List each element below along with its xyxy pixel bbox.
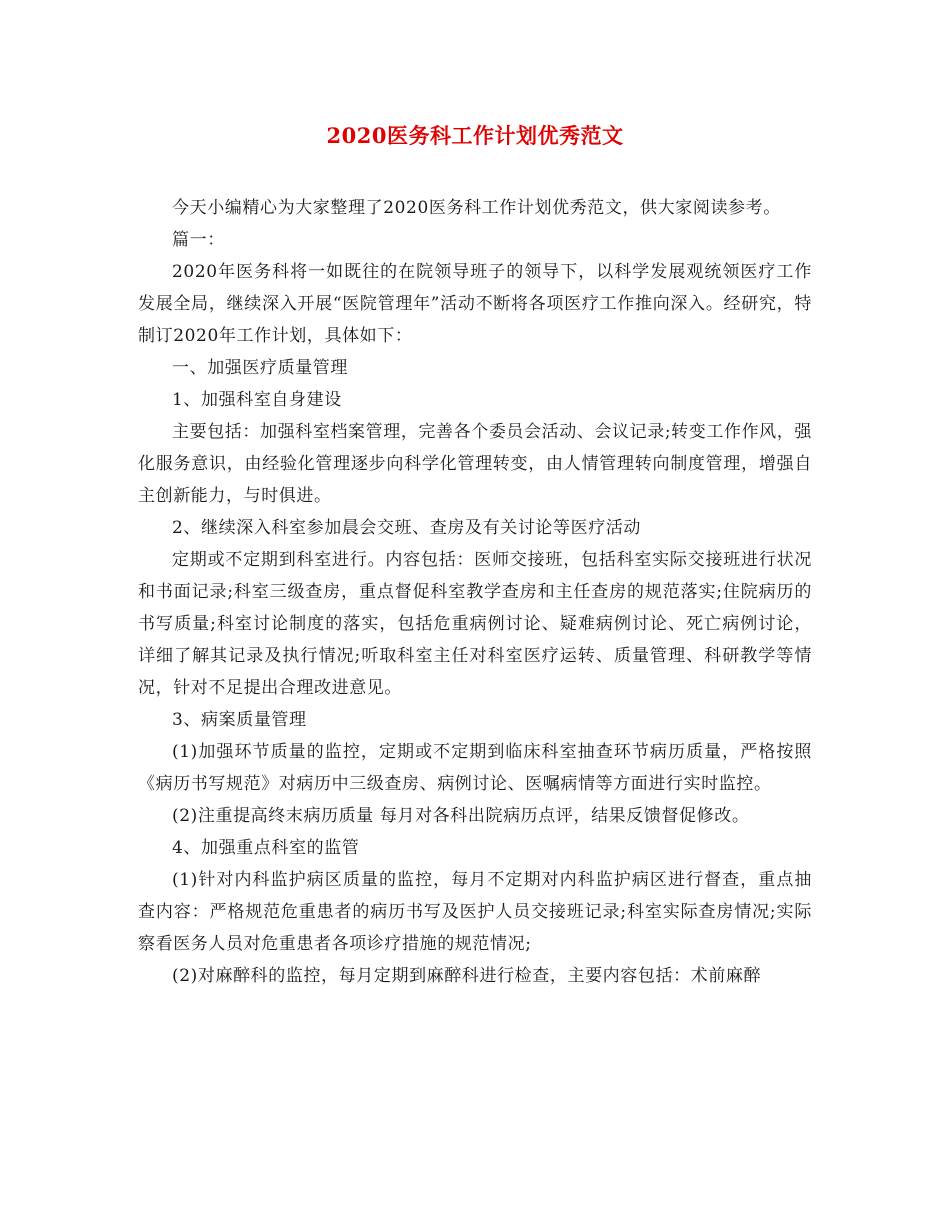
paragraph: (1)加强环节质量的监控，定期或不定期到临床科室抽查环节病历质量，严格按照《病历书写规范》对病历中三级查房、病例讨论、医嘱病情等方面进行实时监控。: [138, 742, 812, 794]
paragraph: (2)对麻醉科的监控，每月定期到麻醉科进行检查，主要内容包括：术前麻醉: [172, 966, 762, 986]
paragraph: (2)注重提高终末病历质量 每月对各科出院病历点评，结果反馈督促修改。: [172, 806, 750, 826]
subsection-heading: 2、继续深入科室参加晨会交班、查房及有关讨论等医疗活动: [172, 518, 642, 538]
paragraph: 主要包括：加强科室档案管理，完善各个委员会活动、会议记录;转变工作作风，强化服务意识，由经验化管理逐步向科学化管理转变，由人情管理转向制度管理，增强自主创新能力，与时俱进。: [138, 422, 812, 506]
section-heading: 一、加强医疗质量管理: [172, 358, 348, 378]
paragraph: 2020年医务科将一如既往的在院领导班子的领导下，以科学发展观统领医疗工作发展全局，继续深入开展“医院管理年”活动不断将各项医疗工作推向深入。经研究，特制订2020年工作计划，具体如下：: [138, 262, 812, 346]
document-title: 2020医务科工作计划优秀范文: [326, 123, 624, 148]
document-body: [138, 192, 812, 992]
subsection-heading: 3、病案质量管理: [172, 710, 307, 730]
subsection-heading: 1、加强科室自身建设: [172, 390, 342, 410]
paragraph: 定期或不定期到科室进行。内容包括：医师交接班，包括科室实际交接班进行状况和书面记录;科室三级查房，重点督促科室教学查房和主任查房的规范落实;住院病历的书写质量;科室讨论制度的落实，包括危重病例讨论、疑难病例讨论、死亡病例讨论，详细了解其记录及执行情况;听取科室主任对科室医疗运转、质量管理、科研教学等情况，针对不足提出合理改进意见。: [138, 550, 812, 698]
paragraph: (1)针对内科监护病区质量的监控，每月不定期对内科监护病区进行督查，重点抽查内容：严格规范危重患者的病历书写及医护人员交接班记录;科室实际查房情况;实际察看医务人员对危重患者各项诊疗措施的规范情况;: [138, 870, 812, 954]
paragraph: 篇一：: [172, 230, 225, 250]
paragraph: 今天小编精心为大家整理了2020医务科工作计划优秀范文，供大家阅读参考。: [172, 198, 781, 218]
subsection-heading: 4、加强重点科室的监管: [172, 838, 360, 858]
